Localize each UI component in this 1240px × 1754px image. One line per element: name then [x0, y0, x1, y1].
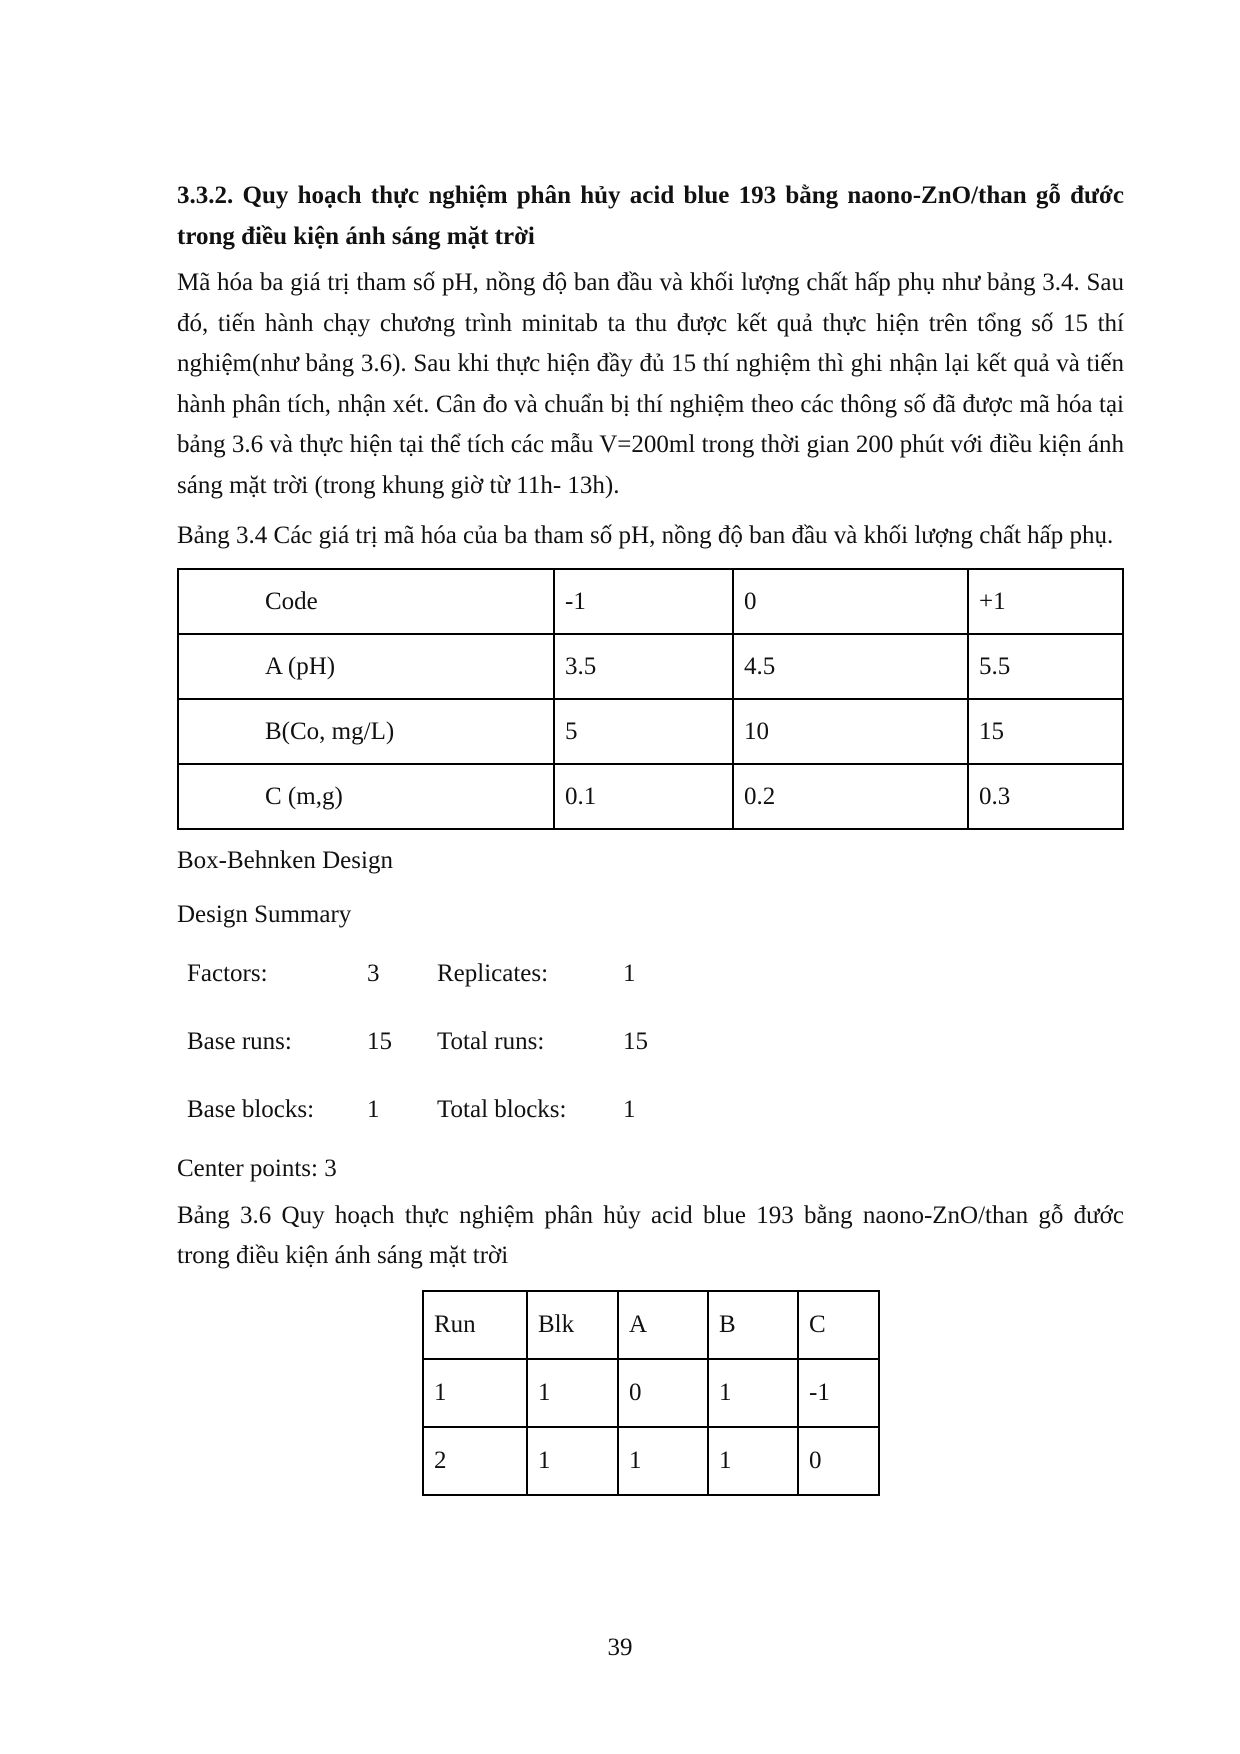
table-cell: 3.5: [554, 634, 733, 699]
table-cell: +1: [968, 569, 1123, 634]
table-cell: B: [708, 1291, 798, 1359]
table-row: [178, 634, 1123, 699]
summary-row: [187, 1076, 648, 1144]
design-summary-table: [187, 940, 648, 1144]
summary-value: 1: [623, 960, 636, 987]
table-cell: 1: [618, 1427, 708, 1495]
summary-value: 15: [367, 1028, 392, 1055]
table-cell: 4.5: [733, 634, 968, 699]
table-cell: 0.3: [968, 764, 1123, 829]
table-cell: 15: [968, 699, 1123, 764]
summary-value: 1: [367, 1096, 380, 1123]
summary-label: Total blocks:: [437, 1096, 567, 1123]
table-row: [178, 569, 1123, 634]
table-3-6-caption: Bảng 3.6 Quy hoạch thực nghiệm phân hủy acid blue 193 bằng naono-ZnO/than gỗ đước trong điều kiện ánh sáng mặt trời: [177, 1202, 1124, 1269]
summary-row: [187, 1008, 648, 1076]
table-cell: 0: [618, 1359, 708, 1427]
table-row: [423, 1427, 879, 1495]
table-cell: 1: [708, 1427, 798, 1495]
table-cell: 10: [733, 699, 968, 764]
table-row: [423, 1359, 879, 1427]
page-content: [177, 175, 1124, 1496]
body-paragraph: Mã hóa ba giá trị tham số pH, nồng độ ban đầu và khối lượng chất hấp phụ như bảng 3.4. Sau đó, tiến hành chạy chương trình minitab ta thu được kết quả thực hiện trên tổng số 15 thí nghiệm(như bảng 3.6). Sau khi thực hiện đầy đủ 15 thí nghiệm thì ghi nhận lại kết quả và tiến hành phân tích, nhận xét. Cân đo và chuẩn bị thí nghiệm theo các thông số đã được mã hóa tại bảng 3.6 và thực hiện tại thể tích các mẫu V=200ml trong thời gian 200 phút với điều kiện ánh sáng mặt trời (trong khung giờ từ 11h- 13h).: [177, 269, 1124, 499]
summary-row: [187, 940, 648, 1008]
table-cell: 0.1: [554, 764, 733, 829]
center-points: Center points: 3: [177, 1155, 337, 1182]
table-cell: -1: [798, 1359, 879, 1427]
table-row: [178, 764, 1123, 829]
table-cell: 1: [708, 1359, 798, 1427]
table-cell: 0.2: [733, 764, 968, 829]
table-3-6: [422, 1290, 880, 1496]
table-cell: A: [618, 1291, 708, 1359]
table-cell: 5.5: [968, 634, 1123, 699]
summary-label: Base runs:: [187, 1028, 292, 1055]
table-cell: Code: [178, 569, 554, 634]
table-cell: -1: [554, 569, 733, 634]
table-cell: 1: [423, 1359, 527, 1427]
summary-label: Factors:: [187, 960, 268, 987]
summary-label: Total runs:: [437, 1028, 545, 1055]
table-cell: 1: [527, 1359, 618, 1427]
summary-value: 15: [623, 1028, 648, 1055]
table-cell: 0: [798, 1427, 879, 1495]
table-cell: C (m,g): [178, 764, 554, 829]
page-number: 39: [607, 1634, 633, 1661]
table-3-4-caption: Bảng 3.4 Các giá trị mã hóa của ba tham số pH, nồng độ ban đầu và khối lượng chất hấp phụ.: [177, 522, 1114, 549]
table-row: [423, 1291, 879, 1359]
table-cell: 0: [733, 569, 968, 634]
summary-value: 3: [367, 960, 380, 987]
table-cell: B(Co, mg/L): [178, 699, 554, 764]
section-heading: 3.3.2. Quy hoạch thực nghiệm phân hủy acid blue 193 bằng naono-ZnO/than gỗ đước trong điều kiện ánh sáng mặt trời: [177, 182, 1124, 250]
table-row: [178, 699, 1123, 764]
summary-value: 1: [623, 1096, 636, 1123]
table-cell: Run: [423, 1291, 527, 1359]
table-cell: A (pH): [178, 634, 554, 699]
design-title: Box-Behnken Design: [177, 847, 393, 874]
table-cell: C: [798, 1291, 879, 1359]
design-summary-title: Design Summary: [177, 901, 352, 928]
table-3-4: [177, 568, 1124, 830]
summary-label: Base blocks:: [187, 1096, 315, 1123]
summary-label: Replicates:: [437, 960, 549, 987]
table-cell: Blk: [527, 1291, 618, 1359]
table-cell: 1: [527, 1427, 618, 1495]
table-cell: 2: [423, 1427, 527, 1495]
table-cell: 5: [554, 699, 733, 764]
